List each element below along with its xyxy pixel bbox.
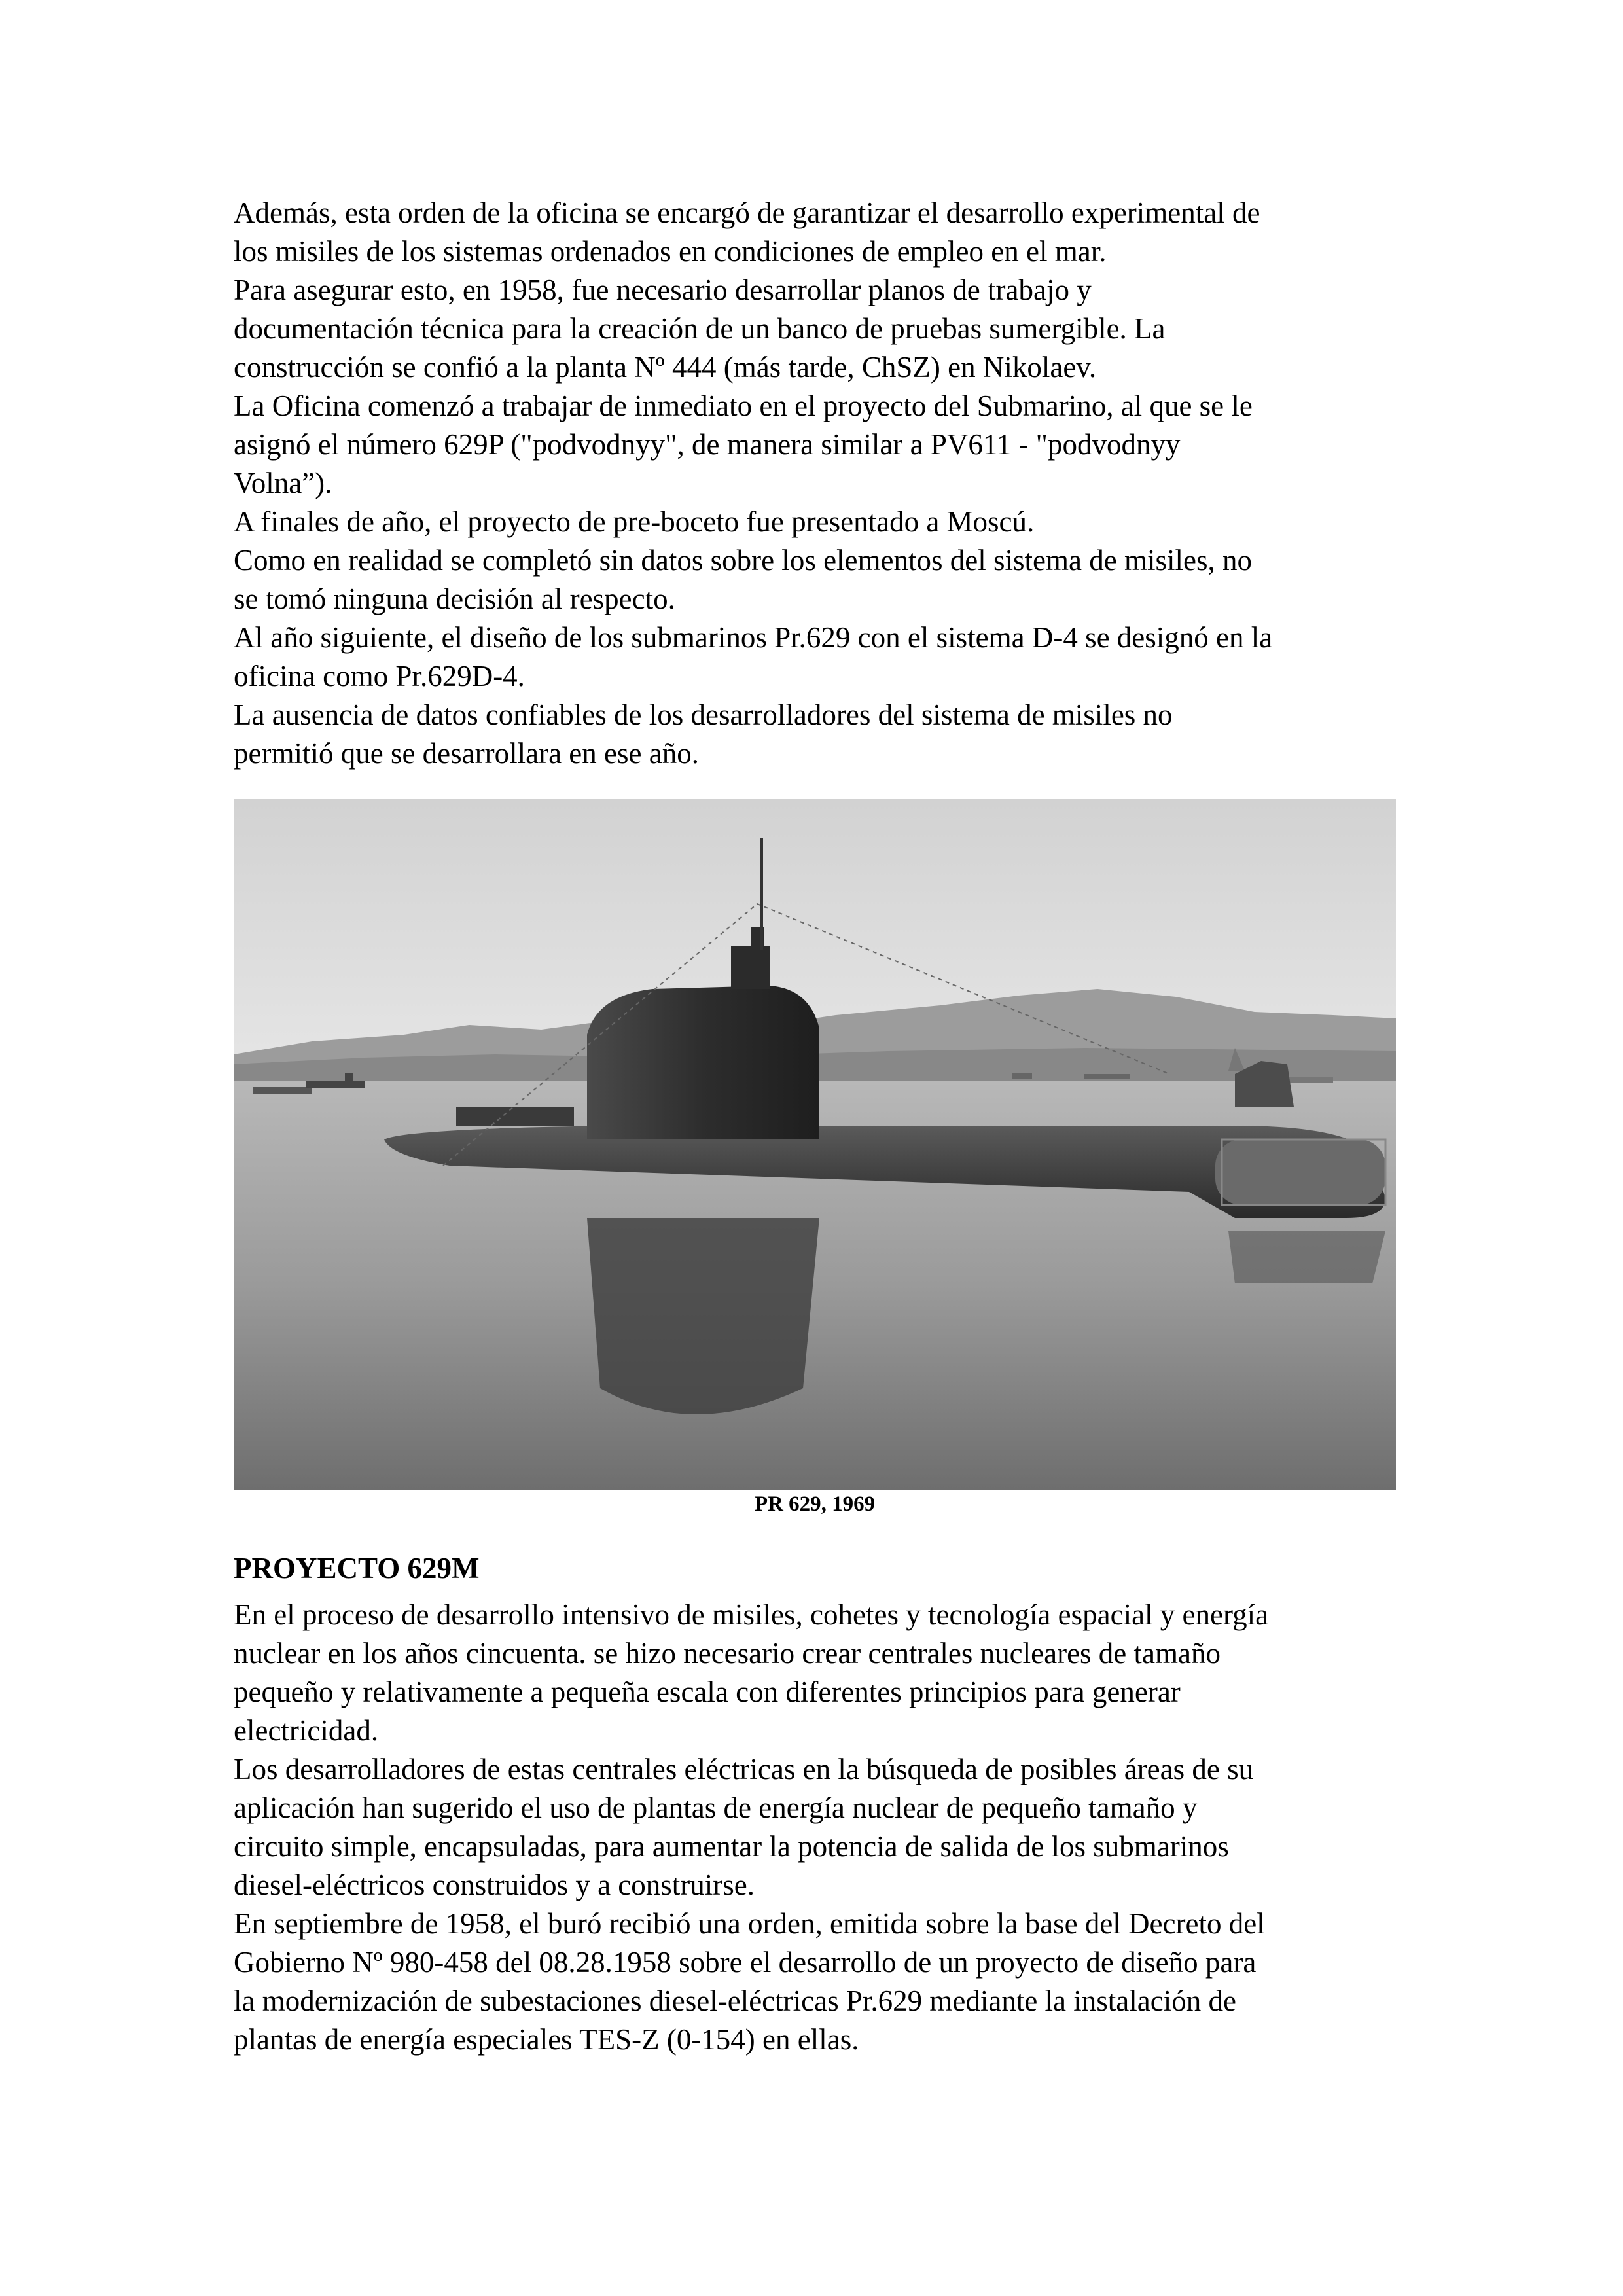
text-line: Al año siguiente, el diseño de los submarinos Pr.629 con el sistema D-4 se designó en la: [234, 621, 1273, 654]
text-line: nuclear en los años cincuenta. se hizo necesario crear centrales nucleares de tamaño: [234, 1637, 1221, 1670]
text-line: aplicación han sugerido el uso de plantas de energía nuclear de pequeño tamaño y: [234, 1791, 1198, 1824]
text-line: A finales de año, el proyecto de pre-boceto fue presentado a Moscú.: [234, 505, 1035, 538]
text-line: documentación técnica para la creación de un banco de pruebas sumergible. La: [234, 312, 1166, 345]
text-line: En el proceso de desarrollo intensivo de misiles, cohetes y tecnología espacial y energía: [234, 1598, 1269, 1631]
text-line: Los desarrolladores de estas centrales eléctricas en la búsqueda de posibles áreas de su: [234, 1753, 1254, 1785]
text-line: oficina como Pr.629D-4.: [234, 660, 525, 692]
text-line: los misiles de los sistemas ordenados en condiciones de empleo en el mar.: [234, 235, 1107, 268]
text-line: la modernización de subestaciones diesel-eléctricas Pr.629 mediante la instalación de: [234, 1984, 1236, 2017]
text-line: Además, esta orden de la oficina se encargó de garantizar el desarrollo experimental de: [234, 196, 1260, 229]
text-line: circuito simple, encapsuladas, para aumentar la potencia de salida de los submarinos: [234, 1830, 1229, 1863]
text-line: Volna”).: [234, 467, 332, 499]
text-line: Gobierno Nº 980-458 del 08.28.1958 sobre el desarrollo de un proyecto de diseño para: [234, 1946, 1257, 1979]
text-line: pequeño y relativamente a pequeña escala con diferentes principios para generar: [234, 1676, 1181, 1708]
submarine-photo: [234, 799, 1396, 1490]
text-line: La Oficina comenzó a trabajar de inmediato en el proyecto del Submarino, al que se le: [234, 389, 1253, 422]
text-line: Como en realidad se completó sin datos sobre los elementos del sistema de misiles, no: [234, 544, 1252, 577]
section-heading: PROYECTO 629M: [234, 1552, 480, 1585]
text-line: permitió que se desarrollara en ese año.: [234, 737, 699, 770]
text-line: construcción se confió a la planta Nº 444 (más tarde, ChSZ) en Nikolaev.: [234, 351, 1097, 384]
text-line: La ausencia de datos confiables de los desarrolladores del sistema de misiles no: [234, 698, 1173, 731]
text-line: diesel-eléctricos construidos y a construirse.: [234, 1869, 755, 1901]
text-line: asignó el número 629P ("podvodnyy", de manera similar a PV611 - "podvodnyy: [234, 428, 1181, 461]
text-line: electricidad.: [234, 1714, 379, 1747]
text-line: Para asegurar esto, en 1958, fue necesario desarrollar planos de trabajo y: [234, 274, 1092, 306]
text-line: plantas de energía especiales TES-Z (0-154) en ellas.: [234, 2023, 859, 2056]
text-line: se tomó ninguna decisión al respecto.: [234, 583, 675, 615]
photo-caption: PR 629, 1969: [754, 1492, 876, 1516]
text-line: En septiembre de 1958, el buró recibió una orden, emitida sobre la base del Decreto del: [234, 1907, 1265, 1940]
